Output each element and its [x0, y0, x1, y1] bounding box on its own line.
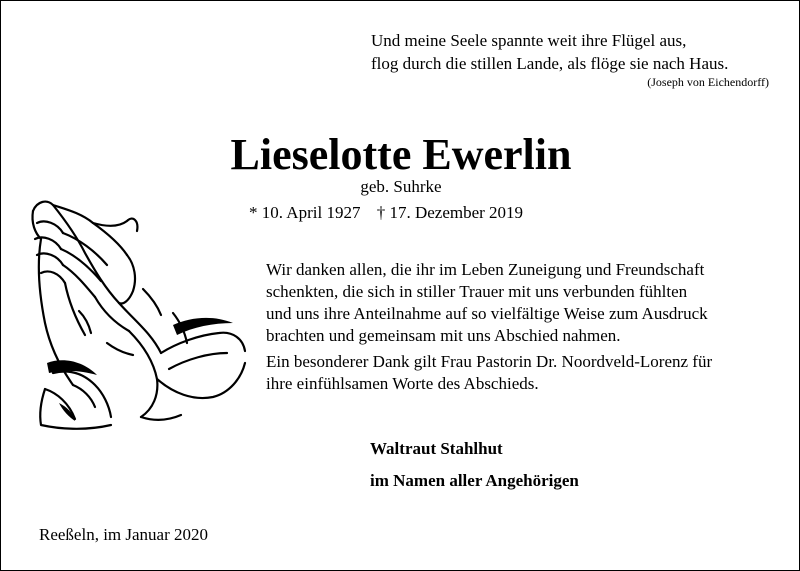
thank-you-text	[266, 259, 776, 395]
signer-relation: im Namen aller Angehörigen	[370, 471, 579, 490]
thanks-line: brachten und gemeinsam mit uns Abschied nahmen.	[266, 326, 621, 345]
life-dates	[249, 203, 523, 223]
praying-hands-icon	[23, 193, 253, 433]
special-thanks-line: ihre einfühlsamen Worte des Abschieds.	[266, 374, 539, 393]
special-thanks-line: Ein besonderer Dank gilt Frau Pastorin Dr. Noordveld-Lorenz für	[266, 352, 713, 371]
thanks-line: und uns ihre Anteilnahme auf so vielfältige Weise zum Ausdruck	[266, 304, 708, 323]
birth-date: * 10. April 1927	[249, 203, 361, 222]
poem-quote	[371, 29, 781, 75]
quote-line-2: flog durch die stillen Lande, als flöge sie nach Haus.	[371, 54, 729, 73]
deceased-name: Lieselotte Ewerlin	[230, 130, 572, 179]
signer-name: Waltraut Stahlhut	[370, 439, 503, 458]
signature-block	[370, 433, 579, 497]
quote-line-1: Und meine Seele spannte weit ihre Flügel aus,	[371, 31, 687, 50]
birth-name: geb. Suhrke	[360, 177, 442, 196]
quote-author: (Joseph von Eichendorff)	[647, 75, 769, 89]
thanks-line: Wir danken allen, die ihr im Leben Zuneigung und Freundschaft	[266, 260, 705, 279]
thanks-line: schenkten, die sich in stiller Trauer mit uns verbunden fühlten	[266, 282, 688, 301]
death-date: † 17. Dezember 2019	[376, 203, 524, 222]
place-and-date: Reeßeln, im Januar 2020	[39, 525, 209, 544]
